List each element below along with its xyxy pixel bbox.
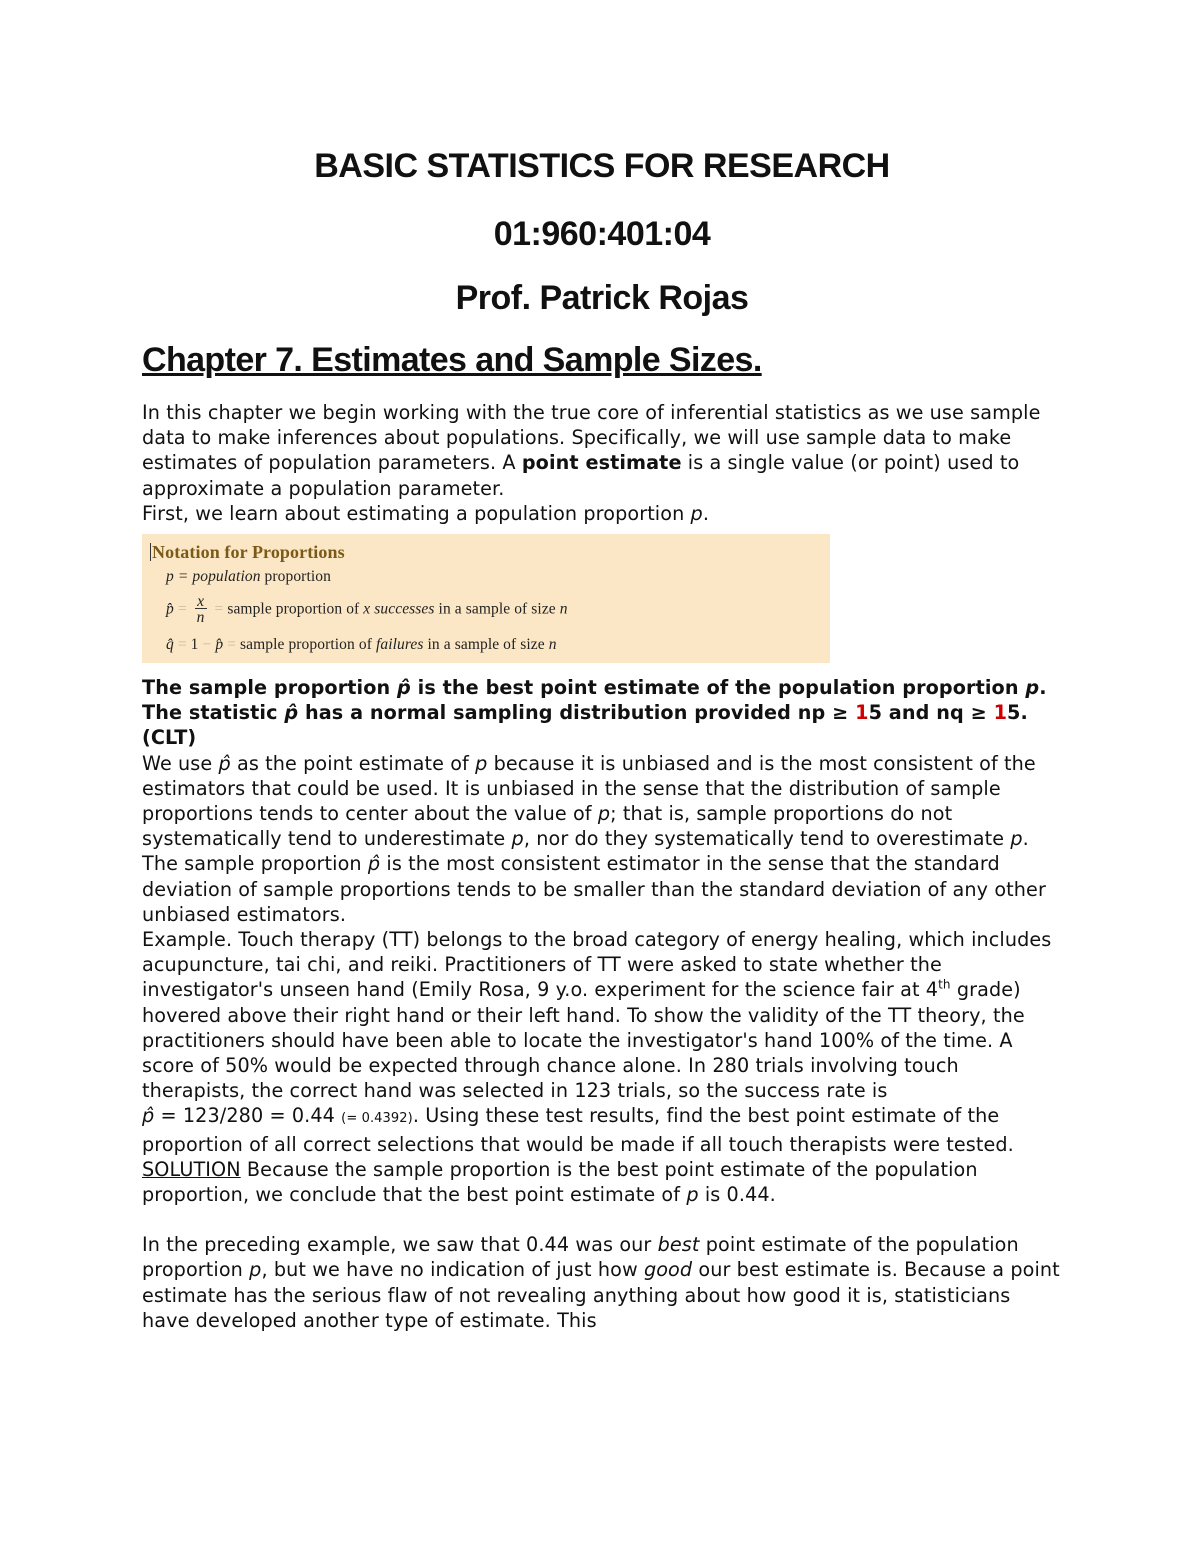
document-title: BASIC STATISTICS FOR RESEARCH xyxy=(314,147,890,185)
explanation-paragraph: We use p̂ as the point estimate of p because it is unbiased and is the most consistent of the estimators that could be used. It is unbiased in the sense that the distribution of sample proportions tends to center about the value of p; that is, sample proportions do not systematically tend to underestimate p, nor do they systematically tend to overestimate p. The sample proportion p̂ is the most consistent estimator in the sense that the standard deviation of sample proportions tends to be smaller than the standard deviation of any other unbiased estimators. xyxy=(142,751,1046,926)
notation-row-sample-proportion: p̂ = $\frac{x}{n}$ = sample proportion of x successes in a sample of size n xyxy=(166,593,568,627)
solution-paragraph: SOLUTION Because the sample proportion is the best point estimate of the population proportion, we conclude that the best point estimate of p is 0.44. xyxy=(142,1157,978,1207)
closing-paragraph: In the preceding example, we saw that 0.44 was our best point estimate of the population proportion p, but we have no indication of just how good our best estimate is. Because a point estimate has the serious flaw of not revealing anything about how good it is, statisticians have developed another type of estimate. This xyxy=(142,1233,1060,1332)
course-code: 01:960:401:04 xyxy=(493,215,711,253)
professor-name: Prof. Patrick Rojas xyxy=(455,279,749,317)
example-paragraph: Example. Touch therapy (TT) belongs to the broad category of energy healing, which includes acupuncture, tai chi, and reiki. Practitioners of TT were asked to state whether the investigator's unseen hand (Emily Rosa, 9 y.o. experiment for the science fair at 4th grade) hovered above their right hand or their left hand. To show the validity of the TT theory, the practitioners should have been able to locate the investigator's hand 100% of the time. A score of 50% would be expected through chance alone. In 280 trials involving touch therapists, the correct hand was selected in 123 trials, so the success rate is p̂ = 123/280 = 0.44 (= 0.4392). Using these test results, find the best point estimate of the proportion of all correct selections that would be made if all touch therapists were tested. xyxy=(142,928,1052,1156)
notation-row-failures: q̂ = 1 − p̂ = sample proportion of failures in a sample of size n xyxy=(166,636,557,654)
notation-for-proportions-box xyxy=(142,534,830,663)
intro-paragraph: In this chapter we begin working with the true core of inferential statistics as we use sample data to make inferences about populations. Specifically, we will use sample data to make estimates of population parameters. A point estimate is a single value (or point) used to approximate a population parameter. First, we learn about estimating a population proportion p. xyxy=(142,401,1041,525)
chapter-heading: Chapter 7. Estimates and Sample Sizes. xyxy=(142,341,762,379)
clt-statement: The sample proportion p̂ is the best point estimate of the population proportion p. The statistic p̂ has a normal sampling distribution provided np ≥ 15 and nq ≥ 15. (CLT) xyxy=(142,676,1047,750)
notation-row-population: p = population proportion xyxy=(166,568,331,586)
solution-label: SOLUTION xyxy=(142,1157,241,1181)
document-page xyxy=(142,140,1062,1333)
point-estimate-term: point estimate xyxy=(521,451,682,475)
notation-heading: Notation for Proportions xyxy=(152,542,345,563)
